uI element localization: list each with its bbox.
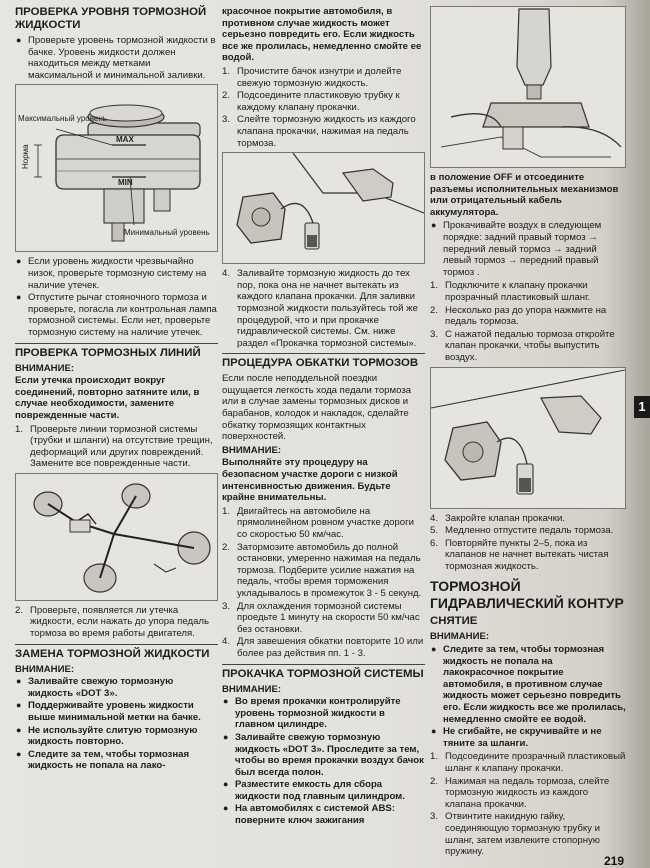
subsection-title-removal: СНЯТИЕ [430,615,478,628]
bullet-item: ● На автомобилях с системой ABS: поверните ключ зажигания [222,803,425,826]
page-number: 219 [604,854,625,868]
step-item: 3. Отвинтите накидную гайку, соединяющую тормозную трубку и шланг, затем извлеките стопорную пружину. [430,811,600,858]
bullet-item: ● Прокачивайте воздух в следующем порядке: задний правый тормоз → передний левый тормоз → задний левый тормоз → передний правый тормоз . [430,220,626,278]
numbered-list [430,513,626,573]
bullet-item: ● Заливайте свежую тормозную жидкость «DOT 3». [15,676,218,699]
step-item: 1. Подсоедините прозрачный пластиковый шланг к клапану прокачки. [430,751,626,774]
section-title-bedding-in: ПРОЦЕДУРА ОБКАТКИ ТОРМОЗОВ [222,357,419,370]
numbered-list [222,268,425,349]
bullet-list [15,35,218,81]
bullet-list [15,256,218,338]
bleeding-figure [222,152,425,264]
chapter-tab: 1 [634,396,650,418]
numbered-list [430,280,626,363]
bullet-list [15,676,218,772]
bullet-item: ● Разместите емкость для сбора жидкости под главным цилиндром. [222,779,425,802]
numbered-list [222,66,425,149]
numbered-list [222,506,425,660]
reservoir-illustration [16,85,217,251]
numbered-list [430,751,626,857]
bullet-item: ● Во время прокачки контролируйте уровень тормозной жидкости в главном цилиндре. [222,696,425,731]
step-item: 2. Нажимая на педаль тормоза, слейте тормозную жидкость из каждого клапана прокачки. [430,775,610,810]
step-item: 4. Для завешения обкатки повторите 10 или более раз действия пп. 1 - 3. [222,636,424,659]
bullet-item: ● Следите за тем, чтобы тормозная жидкость не попала на лако- [15,749,218,772]
section-title-hydraulic-circuit: ТОРМОЗНОЙ ГИДРАВЛИЧЕСКИЙ КОНТУР [430,578,624,612]
warning-text: Если утечка происходит вокруг соединений, повторно затяните или, в случае необходимости, замените поврежденные части. [15,375,200,421]
step-item: 3. С нажатой педалью тормоза откройте клапан прокачки, чтобы выпустить воздух. [430,328,615,363]
bullet-item: ● Следите за тем, чтобы тормозная жидкость не попала на лакокрасочное покрытие автомобиля, в противном случае жидкость может серьезно повредить его. Если жидкость все же пролилась, немедленно смойте ее водой. [430,644,626,725]
bullet-item: ● Заливайте свежую тормозную жидкость «DOT 3». Проследите за тем, чтобы во время прокачки воздух бачок был всегда полон. [222,732,425,778]
section-title-bleeding: ПРОКАЧКА ТОРМОЗНОЙ СИСТЕМЫ [222,667,424,680]
max-mark: MAX [116,135,134,145]
max-level-label: Максимальный уровень [18,114,107,124]
bullet-item: ● Поддерживайте уровень жидкости выше минимальной метки на бачке. [15,700,218,723]
bullet-list [222,696,425,827]
warning-heading: ВНИМАНИЕ: [15,663,75,675]
bullet-item: ● Проверьте уровень тормозной жидкости в бачке. Уровень жидкости должен находиться между метками максимальной и минимальной заливки. [15,35,218,81]
brake-lines-figure [15,473,218,601]
step-item: 3. Слейте тормозную жидкость из каждого клапана прокачки, нажимая на педаль тормоза. [222,114,416,149]
min-level-label: Минимальный уровень [124,228,210,238]
bottle-figure [430,6,626,168]
step-item: 6. Повторяйте пункты 2–5, пока из клапанов не начнет вытекать чистая тормозная жидкость. [430,537,609,572]
section-title-fluid-level: ПРОВЕРКА УРОВНЯ ТОРМОЗНОЙ ЖИДКОСТИ [15,6,207,31]
bullet-item: ● Не сгибайте, не скручивайте и не тяните за шланги. [430,726,626,749]
column-1 [15,6,218,774]
section-title-brake-lines: ПРОВЕРКА ТОРМОЗНЫХ ЛИНИЙ [15,346,201,359]
caliper-bleed-figure [430,367,626,509]
warning-heading: ВНИМАНИЕ: [222,683,282,695]
reservoir-figure [15,84,218,252]
step-item: 5. Медленно отпустите педаль тормоза. [430,525,614,537]
step-item: 4. Закройте клапан прокачки. [430,512,565,524]
warning-heading: ВНИМАНИЕ: [430,631,490,643]
min-mark: MIN [118,178,133,188]
step-item: 2. Несколько раз до упора нажмите на педаль тормоза. [430,304,607,328]
divider [15,644,218,645]
step-item: 2. Подсоедините пластиковую трубку к каждому клапану прокачки. [222,90,400,113]
step-item: 2. Проверьте, появляется ли утечка жидкости, если нажать до упора педаль тормоза во время работы двигателя. [15,604,209,640]
continued-text: в положение OFF и отсоедините разъемы исполнительных механизмов или отрицательный кабель аккумулятора. [430,172,619,218]
warning-heading: ВНИМАНИЕ: [15,362,75,374]
brake-lines-illustration [16,474,217,600]
section-title-fluid-replacement: ЗАМЕНА ТОРМОЗНОЙ ЖИДКОСТИ [15,647,210,660]
bullet-item: ● Не используйте слитую тормозную жидкость повторно. [15,725,218,748]
fluid-bottle-illustration [431,7,625,167]
step-item: 2. Затормозите автомобиль до полной остановки, умеренно нажимая на педаль тормоза. Подберите усилие нажатия на педаль, чтобы время торможения укладывалось в промежуток 3 - 5 секунд. [222,541,422,599]
continued-warning-text: красочное покрытие автомобиля, в противном случае жидкость может серьезно повредить его. Если жидкость все же пролилась, немедленно смойте ее водой. [222,6,422,64]
step-item: 1. Прочистите бачок изнутри и долейте свежую тормозную жидкость. [222,65,402,89]
bleeding-illustration [223,153,424,263]
divider [15,343,218,344]
numbered-list [15,424,218,470]
divider [222,664,425,665]
divider [222,353,425,354]
warning-heading: ВНИМАНИЕ: [222,444,282,456]
bullet-list [430,644,626,749]
step-item: 1. Подключите к клапану прокачки прозрачный пластиковый шланг. [430,280,591,303]
caliper-bleed-illustration [431,368,625,508]
step-item: 1. Проверьте линии тормозной системы (трубки и шланги) на отсутствие трещин, деформаций или других повреждений. Замените все поврежденные части. [15,423,213,470]
bullet-item: ● Если уровень жидкости чрезвычайно низок, проверьте тормозную систему на наличие утечек. [15,256,218,291]
norm-label: Норма [21,144,30,170]
warning-text: Выполняйте эту процедуру на безопасном участке дороги с низкой интенсивностью движения. Будьте крайне внимательны. [222,457,398,504]
bullet-list [430,220,626,278]
paragraph: Если после неподдельной поездки ощущается легкость хода педали тормоза или в случае замены тормозных дисков и барабанов, колодок и накладок, сделайте обкатку тормозящих контактных поверхностей. [222,373,412,443]
column-2 [222,6,425,829]
step-item: 1. Двигайтесь на автомобиле на прямолинейном ровном участке дороги со скоростью 50 км/час. [222,505,414,540]
column-3 [430,6,626,860]
numbered-list [15,605,218,640]
step-item: 4. Заливайте тормозную жидкость до тех пор, пока она не начнет вытекать из каждого клапана прокачки. Для заливки тормозной жидкости пользуйтесь той же процедурой, что и при прокачке гидравлической системы. См. ниже раздел «Прокачка тормозной системы». [222,268,418,349]
bullet-item: ● Отпустите рычаг стояночного тормоза и проверьте, погасла ли контрольная лампа тормозной системы. Если нет, проверьте тормозную систему на наличие утечек. [15,292,218,338]
step-item: 3. Для охлаждения тормозной системы проедьте 1 минуту на скорости 50 км/час без остановки. [222,600,420,635]
